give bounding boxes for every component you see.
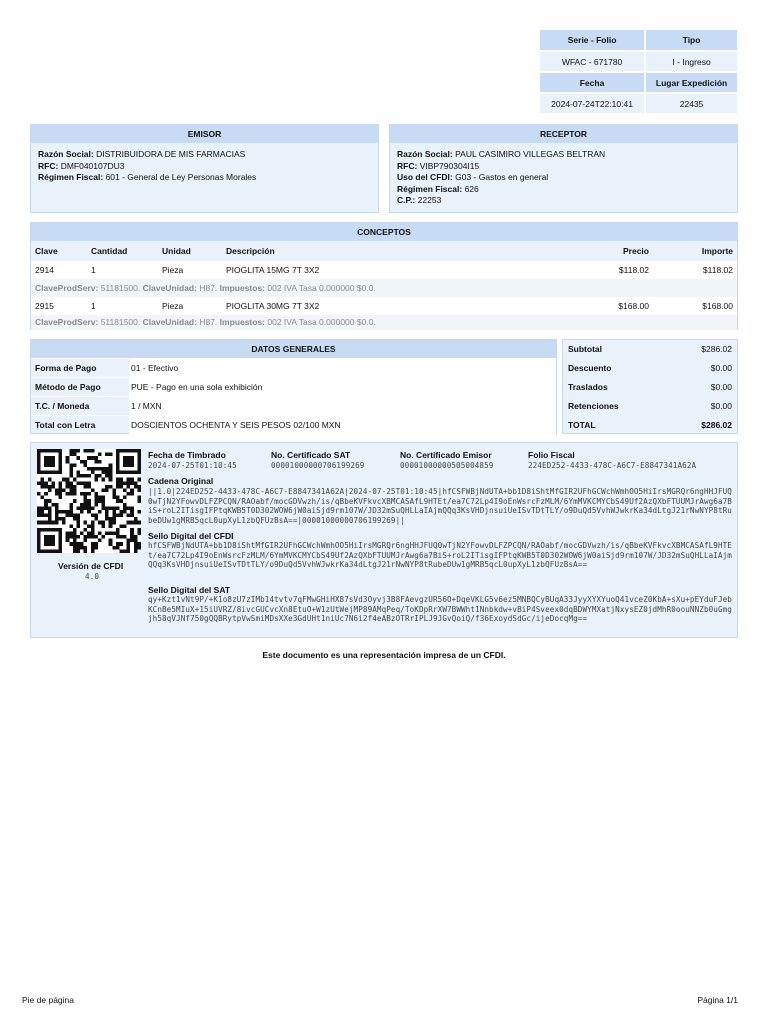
lugar-expedicion-value: 22435 (645, 93, 737, 114)
emisor-rfc-label: RFC: (38, 160, 59, 171)
item-clave: 2914 (35, 265, 54, 275)
receptor-razon: PAUL CASIMIRO VILLEGAS BELTRAN (455, 149, 606, 159)
cert-emisor-label: No. Certificado Emisor (400, 450, 492, 460)
col-cantidad: Cantidad (91, 246, 128, 256)
emisor-body (31, 143, 378, 190)
descuento-label: Descuento (568, 363, 612, 373)
moneda-value: 1 / MXN (129, 397, 556, 415)
version-label: Versión de CFDI (58, 561, 124, 571)
item-cps: 51181500. (100, 317, 141, 327)
total-letra-label: Total con Letra (35, 420, 96, 430)
item-unidad: Pieza (162, 301, 184, 311)
descuento-value: $0.00 (710, 363, 732, 373)
descuento-row (563, 359, 737, 378)
forma-pago-value: 01 - Efectivo (129, 359, 556, 377)
traslados-value: $0.00 (710, 382, 732, 392)
table-row (31, 261, 737, 279)
list-item (31, 415, 556, 434)
receptor-uso-label: Uso del CFDI: (397, 172, 453, 182)
qr-code-icon (37, 449, 141, 553)
total-value: $286.02 (701, 420, 732, 430)
item-detail (35, 315, 376, 330)
list-item (31, 396, 556, 415)
item-detail-row (31, 315, 737, 330)
item-cu: H87. (199, 283, 218, 293)
conceptos-panel (30, 222, 738, 330)
conceptos-title: CONCEPTOS (31, 223, 737, 241)
col-importe: Importe (701, 246, 733, 256)
emisor-regimen-label: Régimen Fiscal: (38, 172, 104, 182)
item-cps: 51181500. (100, 283, 141, 293)
traslados-row (563, 378, 737, 397)
cert-emisor-value: 00001000000505004859 (400, 461, 494, 470)
table-row (31, 297, 737, 315)
receptor-rfc: VIBP790304I15 (419, 160, 480, 171)
receptor-rfc-label: RFC: (397, 160, 418, 171)
metodo-pago-value: PUE - Pago en una sola exhibición (129, 378, 556, 396)
retenciones-label: Retenciones (568, 401, 619, 411)
item-imp-label: Impuestos: (219, 283, 266, 293)
subtotal-value: $286.02 (701, 344, 732, 354)
item-descripcion: PIOGLITA 30MG 7T 3X2 (226, 301, 320, 311)
conceptos-header-row (31, 242, 737, 260)
col-unidad: Unidad (162, 246, 191, 256)
page-number: Página 1/1 (697, 995, 738, 1005)
col-descripcion: Descripción (226, 246, 275, 256)
total-row (563, 416, 737, 435)
fecha-value: 2024-07-24T22:10:41 (540, 93, 645, 114)
emisor-regimen: 601 - General de Ley Personas Morales (105, 172, 257, 182)
emisor-title: EMISOR (31, 125, 378, 143)
item-imp-label: Impuestos: (219, 317, 266, 327)
lugar-expedicion-label: Lugar Expedición (645, 72, 737, 93)
representacion-notice: Este documento es una representación impresa de un CFDI. (262, 650, 506, 660)
forma-pago-label: Forma de Pago (35, 363, 97, 373)
timbre-panel (30, 442, 738, 638)
receptor-regimen-label: Régimen Fiscal: (397, 183, 463, 194)
subtotal-label: Subtotal (568, 344, 602, 354)
cert-sat-value: 00001000000706199269 (271, 461, 365, 470)
receptor-razon-label: Razón Social: (397, 149, 453, 159)
emisor-razon-label: Razón Social: (38, 149, 94, 159)
metodo-pago-label: Método de Pago (35, 382, 101, 392)
emisor-rfc: DMF040107DU3 (60, 160, 125, 171)
item-importe: $118.02 (702, 265, 733, 275)
fecha-label: Fecha (540, 72, 645, 93)
item-cu-label: ClaveUnidad: (142, 317, 197, 327)
serie-folio-value: WFAC - 671780 (540, 51, 645, 72)
total-letra-value: DOSCIENTOS OCHENTA Y SEIS PESOS 02/100 MXN (129, 416, 556, 434)
folio-fiscal-value: 224ED252-4433-478C-A6C7-E8847341A62A (528, 461, 697, 470)
item-detail-row (31, 279, 737, 297)
list-item (31, 377, 556, 396)
retenciones-row (563, 397, 737, 416)
receptor-cp: 22253 (417, 195, 442, 205)
item-precio: $168.00 (618, 301, 649, 311)
item-cu: H87. (199, 317, 218, 327)
item-detail (35, 279, 376, 297)
item-importe: $168.00 (702, 301, 733, 311)
item-precio: $118.02 (618, 265, 649, 275)
sello-sat-label: Sello Digital del SAT (148, 585, 231, 595)
col-clave: Clave (35, 246, 58, 256)
version-value: 4.0 (85, 572, 100, 581)
traslados-label: Traslados (568, 382, 608, 392)
serie-folio-label: Serie - Folio (540, 30, 645, 51)
item-cantidad: 1 (91, 301, 96, 311)
folio-table (540, 30, 737, 115)
list-item (31, 358, 556, 377)
emisor-panel (30, 124, 379, 213)
item-cantidad: 1 (91, 265, 96, 275)
item-cps-label: ClaveProdServ: (35, 317, 99, 327)
datos-generales-title: DATOS GENERALES (31, 340, 556, 358)
item-descripcion: PIOGLITA 15MG 7T 3X2 (226, 265, 320, 275)
receptor-title: RECEPTOR (390, 125, 737, 143)
retenciones-value: $0.00 (710, 401, 732, 411)
tipo-label: Tipo (645, 30, 737, 51)
sello-cfdi-label: Sello Digital del CFDI (148, 531, 234, 541)
cadena-original-value: ||1.0|224ED252-4433-478C-A6C7-E8847341A62A|2024-07-25T01:10:45|hfCSFWBjNdUTA+bb1D8iShtMfGIR2UFhGCWchWmhOO5HiIrsMGRQr6ngHHJFUQ0wTjN2YFowvDLFZPCQN/RAOabf/mocGDVwzh/is/qBbeKVFkvcXBMCASAfL9HTEt/ea7C72Lp4I9oEnWsrcFzMLM/6YmMVKCMYCbS49Uf2AzQXbFTUUMJrAwg6a7BiS+roL2ITisgIFPtqKWB5T0D302WOW6jW0aiSjd9rm107W/JD32mSuQHLLaIAjmQQq3KsVHDjnsuiUeISvTDtTLY/o9DuQd5VvhWJwkrKa34dLtgJ21rNwNYP8tRubeDUw1gMRB5qcL0upXyL1zbQFUzBsA==|00001000000706199269|| (148, 487, 732, 525)
folio-fiscal-label: Folio Fiscal (528, 450, 575, 460)
col-precio: Precio (623, 246, 649, 256)
item-clave: 2915 (35, 301, 54, 311)
subtotal-row (563, 340, 737, 359)
moneda-label: T.C. / Moneda (35, 401, 90, 411)
totales-panel (562, 339, 738, 434)
receptor-body (390, 143, 737, 213)
emisor-razon: DISTRIBUIDORA DE MIS FARMACIAS (96, 149, 246, 159)
fecha-timbrado-label: Fecha de Timbrado (148, 450, 226, 460)
item-imp: 002 IVA Tasa 0.000000 $0.0. (267, 283, 376, 293)
footer-left: Pie de página (22, 995, 74, 1005)
receptor-uso: G03 - Gastos en general (455, 172, 549, 182)
total-label: TOTAL (568, 420, 596, 430)
cert-sat-label: No. Certificado SAT (271, 450, 351, 460)
item-cps-label: ClaveProdServ: (35, 283, 99, 293)
receptor-cp-label: C.P.: (397, 195, 416, 205)
sello-cfdi-value: hfCSFWBjNdUTA+bb1D8iShtMfGIR2UFhGCWchWmhOO5HiIrsMGRQr6ngHHJFUQ0wTjN2YFowvDLFZPCQN/RAOabf/mocGDVwzh/is/qBbeKVFkvcXBMCASAfL9HTEt/ea7C72Lp4I9oEnWsrcFzMLM/6YmMVKCMYCbS49Uf2AzQXbFTUUMJrAwg6a7BiS+roL2ITisgIFPtqKWB5T0D302WOW6jW0aiSjd9rm107W/JD32mSuQHLLaIAjmQQq3KsVHDjnsuiUeISvTDtTLY/o9DuQd5VvhWJwkrKa34dLtgJ21rNwNYP8tRubeDUw1gMRB5qcL0upXyL1zbQFUzBsA== (148, 541, 732, 570)
sello-sat-value: qy+Kzt1vNt9P/+K1o8zU7zIMb14tvtv7qFMwGHiHX87sVd3Oyvj3B8FAevgzUR56O+DqeVKLG5v6ez5MNBQCyBUqA33JyyXYXYuoQ41vceZ0KbA+sXu+pEYduFJebKCnBe5MIuX+15iUVRZ/8ivcGUCvcXn8EtuO+W1zUtWejMP89AMqPeq/ToKDpRrXW7BWWht1Nnbkdw+vBiP4Sveex0dqBDWYMXatjNxysEZ0jdMhR0oouNNZb0uGmgjh58qVJNf750gQQBRytpVwSmiMDsXXe3GdUHt1niUc7N6i2f4eABzOTRrIPLJ9JGvQoiQ/f36ExoydSdGc/ijeDocqMg== (148, 595, 732, 624)
cadena-original-label: Cadena Original (148, 476, 214, 486)
datos-generales-panel (30, 339, 557, 434)
item-unidad: Pieza (162, 265, 184, 275)
item-imp: 002 IVA Tasa 0.000000 $0.0. (267, 317, 376, 327)
receptor-regimen: 626 (464, 183, 479, 194)
fecha-timbrado-value: 2024-07-25T01:10:45 (148, 461, 237, 470)
receptor-panel (389, 124, 738, 213)
tipo-value: I - Ingreso (645, 51, 737, 72)
item-cu-label: ClaveUnidad: (142, 283, 197, 293)
